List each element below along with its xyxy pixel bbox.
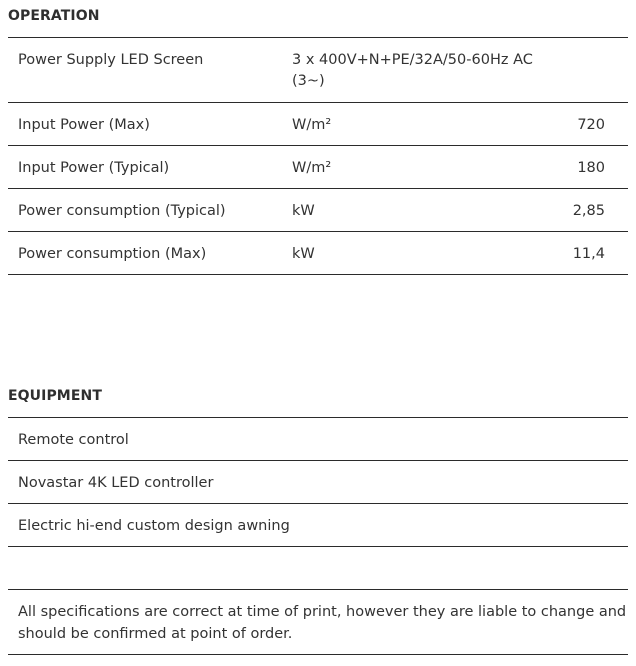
spec-unit-power-supply-line2: (3~) [292,73,325,89]
spec-unit-input-power-typical: W/m² [292,160,332,176]
disclaimer-line-1: All specifications are correct at time of print, however they are liable to change and [18,604,627,620]
table-divider [8,274,628,275]
spec-unit-input-power-max: W/m² [292,117,332,133]
operation-section-title: OPERATION [8,8,100,24]
spec-label-input-power-typical: Input Power (Typical) [18,160,170,176]
spec-label-input-power-max: Input Power (Max) [18,117,150,133]
table-divider [8,102,628,103]
spec-value-input-power-max: 720 [577,117,605,133]
spec-unit-power-consumption-typical: kW [292,203,315,219]
spec-value-power-consumption-typical: 2,85 [572,203,605,219]
spec-label-power-consumption-max: Power consumption (Max) [18,246,207,262]
spec-unit-power-consumption-max: kW [292,246,315,262]
equipment-item-remote-control: Remote control [18,432,129,448]
spec-unit-power-supply: 3 x 400V+N+PE/32A/50-60Hz AC [292,52,533,68]
table-divider [8,460,628,461]
spec-value-input-power-typical: 180 [577,160,605,176]
equipment-item-awning: Electric hi-end custom design awning [18,518,290,534]
spec-value-power-consumption-max: 11,4 [572,246,605,262]
table-divider [8,145,628,146]
spec-label-power-supply: Power Supply LED Screen [18,52,204,68]
table-divider [8,37,628,38]
disclaimer-line-2: should be confirmed at point of order. [18,626,293,642]
table-divider [8,589,628,590]
spec-label-power-consumption-typical: Power consumption (Typical) [18,203,226,219]
table-divider [8,546,628,547]
table-divider [8,188,628,189]
table-divider [8,231,628,232]
table-divider [8,654,628,655]
table-divider [8,417,628,418]
equipment-section-title: EQUIPMENT [8,388,102,404]
table-divider [8,503,628,504]
equipment-item-controller: Novastar 4K LED controller [18,475,214,491]
